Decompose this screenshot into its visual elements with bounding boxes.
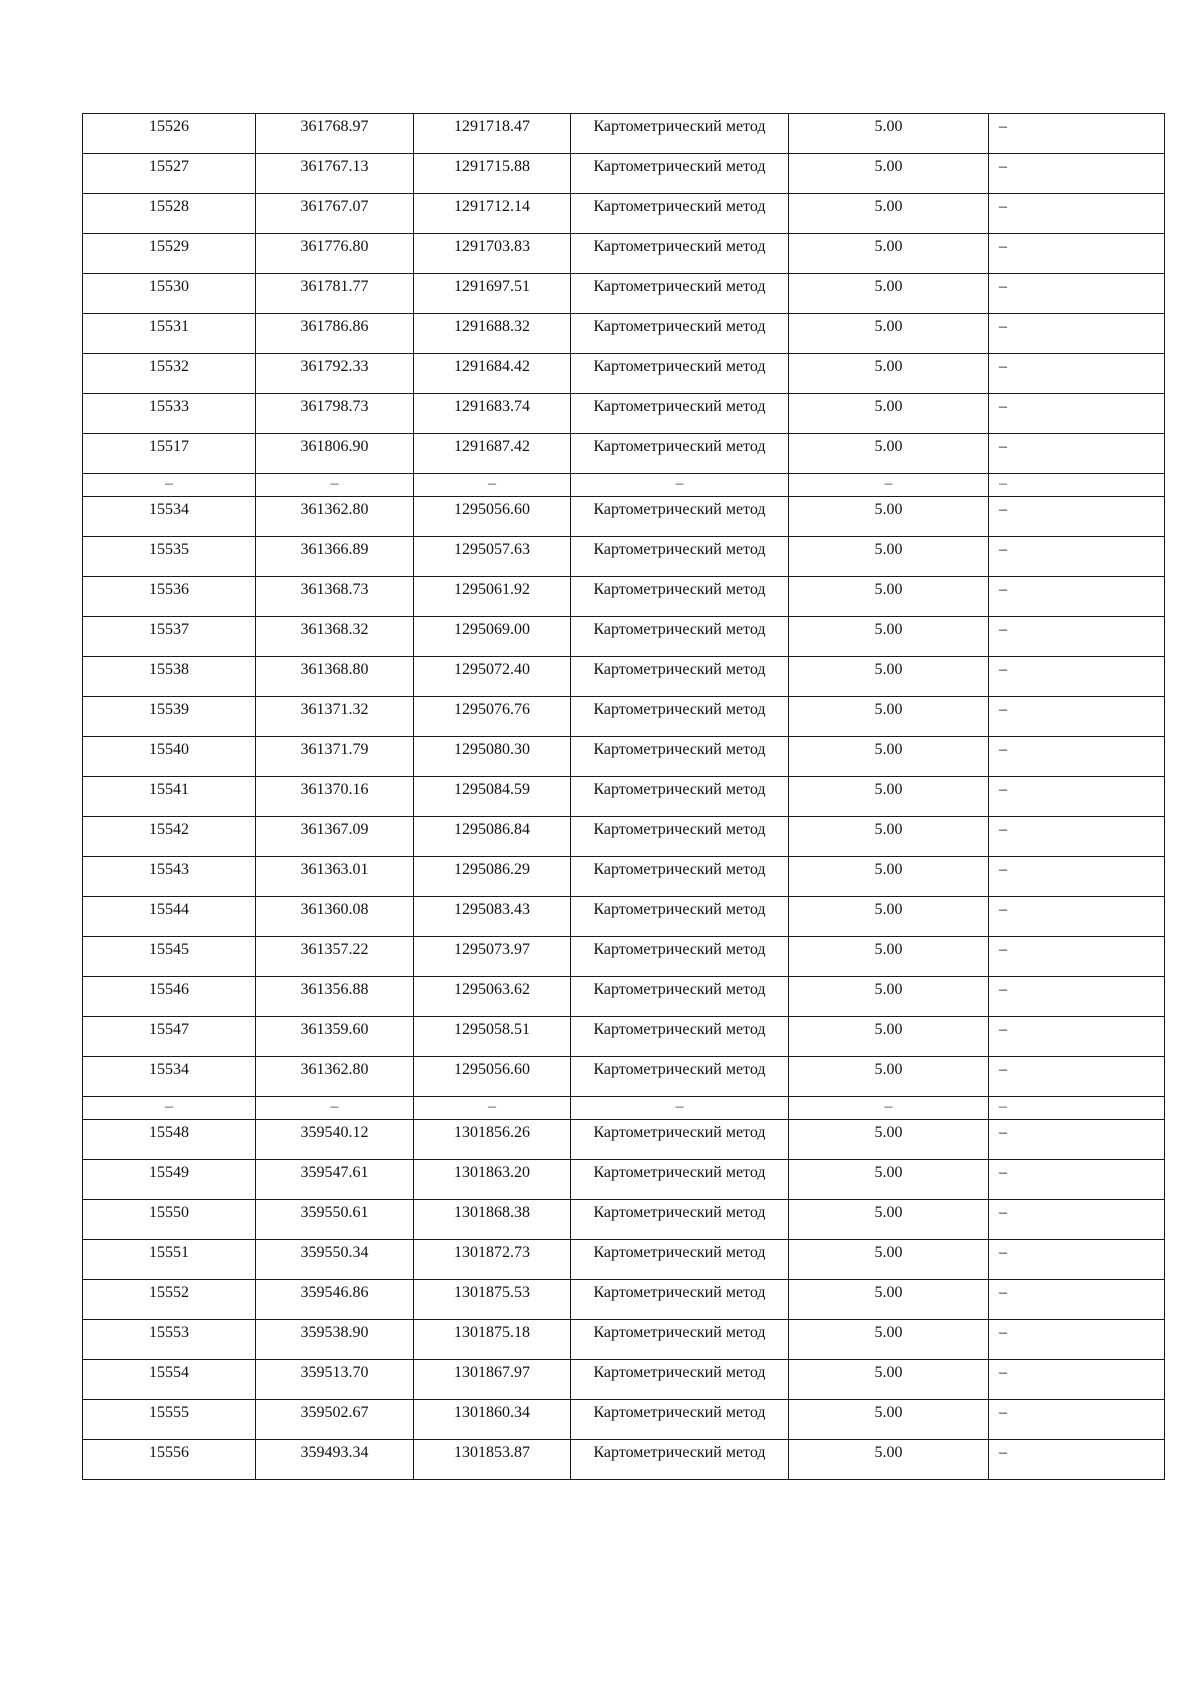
x-coordinate-cell: 361366.89	[256, 537, 414, 577]
method-cell: Картометрический метод	[571, 314, 789, 354]
y-coordinate-cell: 1301856.26	[414, 1120, 571, 1160]
point-number-cell: 15532	[83, 354, 256, 394]
point-number-cell: –	[83, 474, 256, 497]
y-coordinate-cell: 1291684.42	[414, 354, 571, 394]
note-cell: –	[989, 1017, 1165, 1057]
note-cell: –	[989, 114, 1165, 154]
y-coordinate-cell: 1291718.47	[414, 114, 571, 154]
point-number-cell: 15554	[83, 1360, 256, 1400]
table-row	[83, 817, 1165, 857]
point-number-cell: 15530	[83, 274, 256, 314]
point-number-cell: 15528	[83, 194, 256, 234]
point-number-cell: 15527	[83, 154, 256, 194]
point-number-cell: 15549	[83, 1160, 256, 1200]
method-cell: Картометрический метод	[571, 1240, 789, 1280]
method-cell: Картометрический метод	[571, 1200, 789, 1240]
point-number-cell: 15550	[83, 1200, 256, 1240]
point-number-cell: 15534	[83, 497, 256, 537]
accuracy-cell: 5.00	[789, 354, 989, 394]
note-cell: –	[989, 1057, 1165, 1097]
accuracy-cell: 5.00	[789, 394, 989, 434]
y-coordinate-cell: 1301875.18	[414, 1320, 571, 1360]
accuracy-cell: 5.00	[789, 1400, 989, 1440]
method-cell: –	[571, 474, 789, 497]
accuracy-cell: 5.00	[789, 274, 989, 314]
accuracy-cell: 5.00	[789, 1240, 989, 1280]
note-cell: –	[989, 937, 1165, 977]
table-row	[83, 1320, 1165, 1360]
table-row	[83, 314, 1165, 354]
method-cell: Картометрический метод	[571, 977, 789, 1017]
coordinates-table-body	[83, 114, 1165, 1480]
table-row	[83, 1440, 1165, 1480]
point-number-cell: 15544	[83, 897, 256, 937]
x-coordinate-cell: 361360.08	[256, 897, 414, 937]
accuracy-cell: 5.00	[789, 234, 989, 274]
accuracy-cell: 5.00	[789, 897, 989, 937]
table-row	[83, 114, 1165, 154]
y-coordinate-cell: 1295069.00	[414, 617, 571, 657]
y-coordinate-cell: 1301872.73	[414, 1240, 571, 1280]
accuracy-cell: 5.00	[789, 657, 989, 697]
method-cell: Картометрический метод	[571, 1440, 789, 1480]
note-cell: –	[989, 474, 1165, 497]
x-coordinate-cell: 359538.90	[256, 1320, 414, 1360]
table-row	[83, 1017, 1165, 1057]
separator-row	[83, 1097, 1165, 1120]
y-coordinate-cell: 1291712.14	[414, 194, 571, 234]
x-coordinate-cell: 361767.13	[256, 154, 414, 194]
x-coordinate-cell: 361768.97	[256, 114, 414, 154]
note-cell: –	[989, 817, 1165, 857]
method-cell: Картометрический метод	[571, 394, 789, 434]
point-number-cell: 15553	[83, 1320, 256, 1360]
y-coordinate-cell: 1291715.88	[414, 154, 571, 194]
y-coordinate-cell: 1291687.42	[414, 434, 571, 474]
accuracy-cell: 5.00	[789, 497, 989, 537]
y-coordinate-cell: 1295072.40	[414, 657, 571, 697]
note-cell: –	[989, 1200, 1165, 1240]
note-cell: –	[989, 1120, 1165, 1160]
method-cell: Картометрический метод	[571, 154, 789, 194]
table-row	[83, 657, 1165, 697]
y-coordinate-cell: 1291703.83	[414, 234, 571, 274]
note-cell: –	[989, 434, 1165, 474]
note-cell: –	[989, 154, 1165, 194]
method-cell: Картометрический метод	[571, 354, 789, 394]
y-coordinate-cell: 1295073.97	[414, 937, 571, 977]
table-row	[83, 354, 1165, 394]
point-number-cell: 15539	[83, 697, 256, 737]
method-cell: Картометрический метод	[571, 1360, 789, 1400]
method-cell: Картометрический метод	[571, 1280, 789, 1320]
method-cell: Картометрический метод	[571, 234, 789, 274]
x-coordinate-cell: 361362.80	[256, 1057, 414, 1097]
x-coordinate-cell: 359493.34	[256, 1440, 414, 1480]
table-row	[83, 777, 1165, 817]
x-coordinate-cell: 361806.90	[256, 434, 414, 474]
point-number-cell: 15546	[83, 977, 256, 1017]
accuracy-cell: 5.00	[789, 937, 989, 977]
point-number-cell: 15541	[83, 777, 256, 817]
table-row	[83, 274, 1165, 314]
accuracy-cell: 5.00	[789, 977, 989, 1017]
point-number-cell: 15537	[83, 617, 256, 657]
x-coordinate-cell: 361370.16	[256, 777, 414, 817]
x-coordinate-cell: 361371.32	[256, 697, 414, 737]
y-coordinate-cell: 1295063.62	[414, 977, 571, 1017]
table-row	[83, 737, 1165, 777]
x-coordinate-cell: 361781.77	[256, 274, 414, 314]
method-cell: Картометрический метод	[571, 1120, 789, 1160]
y-coordinate-cell: 1295056.60	[414, 497, 571, 537]
table-row	[83, 937, 1165, 977]
note-cell: –	[989, 1240, 1165, 1280]
method-cell: Картометрический метод	[571, 1057, 789, 1097]
x-coordinate-cell: 361363.01	[256, 857, 414, 897]
accuracy-cell: 5.00	[789, 1057, 989, 1097]
table-row	[83, 1360, 1165, 1400]
y-coordinate-cell: 1291683.74	[414, 394, 571, 434]
note-cell: –	[989, 977, 1165, 1017]
point-number-cell: 15517	[83, 434, 256, 474]
x-coordinate-cell: 361368.73	[256, 577, 414, 617]
note-cell: –	[989, 194, 1165, 234]
y-coordinate-cell: 1295083.43	[414, 897, 571, 937]
note-cell: –	[989, 234, 1165, 274]
accuracy-cell: 5.00	[789, 154, 989, 194]
table-row	[83, 897, 1165, 937]
method-cell: Картометрический метод	[571, 577, 789, 617]
x-coordinate-cell: 361786.86	[256, 314, 414, 354]
x-coordinate-cell: 361357.22	[256, 937, 414, 977]
point-number-cell: 15536	[83, 577, 256, 617]
note-cell: –	[989, 354, 1165, 394]
accuracy-cell: 5.00	[789, 1200, 989, 1240]
x-coordinate-cell: 361792.33	[256, 354, 414, 394]
y-coordinate-cell: 1301868.38	[414, 1200, 571, 1240]
accuracy-cell: 5.00	[789, 1160, 989, 1200]
x-coordinate-cell: 361371.79	[256, 737, 414, 777]
method-cell: Картометрический метод	[571, 657, 789, 697]
method-cell: Картометрический метод	[571, 857, 789, 897]
method-cell: Картометрический метод	[571, 937, 789, 977]
table-row	[83, 434, 1165, 474]
note-cell: –	[989, 857, 1165, 897]
method-cell: Картометрический метод	[571, 274, 789, 314]
point-number-cell: 15535	[83, 537, 256, 577]
accuracy-cell: 5.00	[789, 1280, 989, 1320]
note-cell: –	[989, 697, 1165, 737]
table-row	[83, 857, 1165, 897]
x-coordinate-cell: 359513.70	[256, 1360, 414, 1400]
note-cell: –	[989, 274, 1165, 314]
accuracy-cell: 5.00	[789, 1360, 989, 1400]
table-row	[83, 1200, 1165, 1240]
x-coordinate-cell: 361359.60	[256, 1017, 414, 1057]
method-cell: –	[571, 1097, 789, 1120]
y-coordinate-cell: 1291688.32	[414, 314, 571, 354]
accuracy-cell: 5.00	[789, 817, 989, 857]
y-coordinate-cell: 1295086.29	[414, 857, 571, 897]
method-cell: Картометрический метод	[571, 1160, 789, 1200]
y-coordinate-cell: 1295086.84	[414, 817, 571, 857]
note-cell: –	[989, 897, 1165, 937]
point-number-cell: 15531	[83, 314, 256, 354]
table-row	[83, 497, 1165, 537]
method-cell: Картометрический метод	[571, 114, 789, 154]
method-cell: Картометрический метод	[571, 1400, 789, 1440]
point-number-cell: 15551	[83, 1240, 256, 1280]
y-coordinate-cell: –	[414, 474, 571, 497]
accuracy-cell: 5.00	[789, 434, 989, 474]
y-coordinate-cell: 1295058.51	[414, 1017, 571, 1057]
note-cell: –	[989, 657, 1165, 697]
point-number-cell: 15548	[83, 1120, 256, 1160]
point-number-cell: 15552	[83, 1280, 256, 1320]
note-cell: –	[989, 394, 1165, 434]
y-coordinate-cell: 1301867.97	[414, 1360, 571, 1400]
note-cell: –	[989, 1280, 1165, 1320]
table-row	[83, 154, 1165, 194]
note-cell: –	[989, 314, 1165, 354]
accuracy-cell: 5.00	[789, 114, 989, 154]
note-cell: –	[989, 1440, 1165, 1480]
separator-row	[83, 474, 1165, 497]
accuracy-cell: 5.00	[789, 1440, 989, 1480]
method-cell: Картометрический метод	[571, 1320, 789, 1360]
method-cell: Картометрический метод	[571, 817, 789, 857]
point-number-cell: 15542	[83, 817, 256, 857]
method-cell: Картометрический метод	[571, 434, 789, 474]
x-coordinate-cell: 359547.61	[256, 1160, 414, 1200]
y-coordinate-cell: 1295057.63	[414, 537, 571, 577]
method-cell: Картометрический метод	[571, 737, 789, 777]
point-number-cell: 15556	[83, 1440, 256, 1480]
accuracy-cell: –	[789, 1097, 989, 1120]
x-coordinate-cell: –	[256, 474, 414, 497]
table-row	[83, 617, 1165, 657]
point-number-cell: 15538	[83, 657, 256, 697]
accuracy-cell: 5.00	[789, 1017, 989, 1057]
table-row	[83, 394, 1165, 434]
table-row	[83, 1240, 1165, 1280]
method-cell: Картометрический метод	[571, 537, 789, 577]
x-coordinate-cell: 361776.80	[256, 234, 414, 274]
y-coordinate-cell: 1301860.34	[414, 1400, 571, 1440]
x-coordinate-cell: 359540.12	[256, 1120, 414, 1160]
y-coordinate-cell: –	[414, 1097, 571, 1120]
point-number-cell: 15529	[83, 234, 256, 274]
table-row	[83, 1280, 1165, 1320]
note-cell: –	[989, 537, 1165, 577]
accuracy-cell: 5.00	[789, 777, 989, 817]
accuracy-cell: 5.00	[789, 537, 989, 577]
point-number-cell: 15545	[83, 937, 256, 977]
y-coordinate-cell: 1291697.51	[414, 274, 571, 314]
accuracy-cell: 5.00	[789, 617, 989, 657]
x-coordinate-cell: 361356.88	[256, 977, 414, 1017]
accuracy-cell: 5.00	[789, 697, 989, 737]
y-coordinate-cell: 1295080.30	[414, 737, 571, 777]
point-number-cell: 15543	[83, 857, 256, 897]
point-number-cell: –	[83, 1097, 256, 1120]
note-cell: –	[989, 1360, 1165, 1400]
method-cell: Картометрический метод	[571, 497, 789, 537]
accuracy-cell: 5.00	[789, 1120, 989, 1160]
coordinates-table	[82, 113, 1165, 1480]
note-cell: –	[989, 1160, 1165, 1200]
method-cell: Картометрический метод	[571, 617, 789, 657]
table-row	[83, 1400, 1165, 1440]
accuracy-cell: –	[789, 474, 989, 497]
note-cell: –	[989, 777, 1165, 817]
point-number-cell: 15555	[83, 1400, 256, 1440]
point-number-cell: 15540	[83, 737, 256, 777]
note-cell: –	[989, 577, 1165, 617]
x-coordinate-cell: 361767.07	[256, 194, 414, 234]
table-row	[83, 977, 1165, 1017]
x-coordinate-cell: 359546.86	[256, 1280, 414, 1320]
point-number-cell: 15526	[83, 114, 256, 154]
accuracy-cell: 5.00	[789, 314, 989, 354]
accuracy-cell: 5.00	[789, 737, 989, 777]
x-coordinate-cell: 361368.80	[256, 657, 414, 697]
table-row	[83, 1160, 1165, 1200]
y-coordinate-cell: 1301875.53	[414, 1280, 571, 1320]
point-number-cell: 15533	[83, 394, 256, 434]
x-coordinate-cell: 361367.09	[256, 817, 414, 857]
x-coordinate-cell: –	[256, 1097, 414, 1120]
note-cell: –	[989, 1400, 1165, 1440]
note-cell: –	[989, 497, 1165, 537]
x-coordinate-cell: 359550.61	[256, 1200, 414, 1240]
note-cell: –	[989, 737, 1165, 777]
table-row	[83, 234, 1165, 274]
x-coordinate-cell: 359502.67	[256, 1400, 414, 1440]
table-row	[83, 1120, 1165, 1160]
note-cell: –	[989, 1097, 1165, 1120]
accuracy-cell: 5.00	[789, 194, 989, 234]
y-coordinate-cell: 1301863.20	[414, 1160, 571, 1200]
point-number-cell: 15534	[83, 1057, 256, 1097]
method-cell: Картометрический метод	[571, 897, 789, 937]
y-coordinate-cell: 1295076.76	[414, 697, 571, 737]
y-coordinate-cell: 1295084.59	[414, 777, 571, 817]
table-row	[83, 1057, 1165, 1097]
accuracy-cell: 5.00	[789, 1320, 989, 1360]
y-coordinate-cell: 1301853.87	[414, 1440, 571, 1480]
method-cell: Картометрический метод	[571, 1017, 789, 1057]
y-coordinate-cell: 1295061.92	[414, 577, 571, 617]
accuracy-cell: 5.00	[789, 857, 989, 897]
accuracy-cell: 5.00	[789, 577, 989, 617]
x-coordinate-cell: 359550.34	[256, 1240, 414, 1280]
y-coordinate-cell: 1295056.60	[414, 1057, 571, 1097]
note-cell: –	[989, 617, 1165, 657]
x-coordinate-cell: 361362.80	[256, 497, 414, 537]
table-row	[83, 577, 1165, 617]
table-row	[83, 537, 1165, 577]
method-cell: Картометрический метод	[571, 697, 789, 737]
point-number-cell: 15547	[83, 1017, 256, 1057]
x-coordinate-cell: 361368.32	[256, 617, 414, 657]
method-cell: Картометрический метод	[571, 194, 789, 234]
table-row	[83, 697, 1165, 737]
x-coordinate-cell: 361798.73	[256, 394, 414, 434]
method-cell: Картометрический метод	[571, 777, 789, 817]
table-row	[83, 194, 1165, 234]
note-cell: –	[989, 1320, 1165, 1360]
